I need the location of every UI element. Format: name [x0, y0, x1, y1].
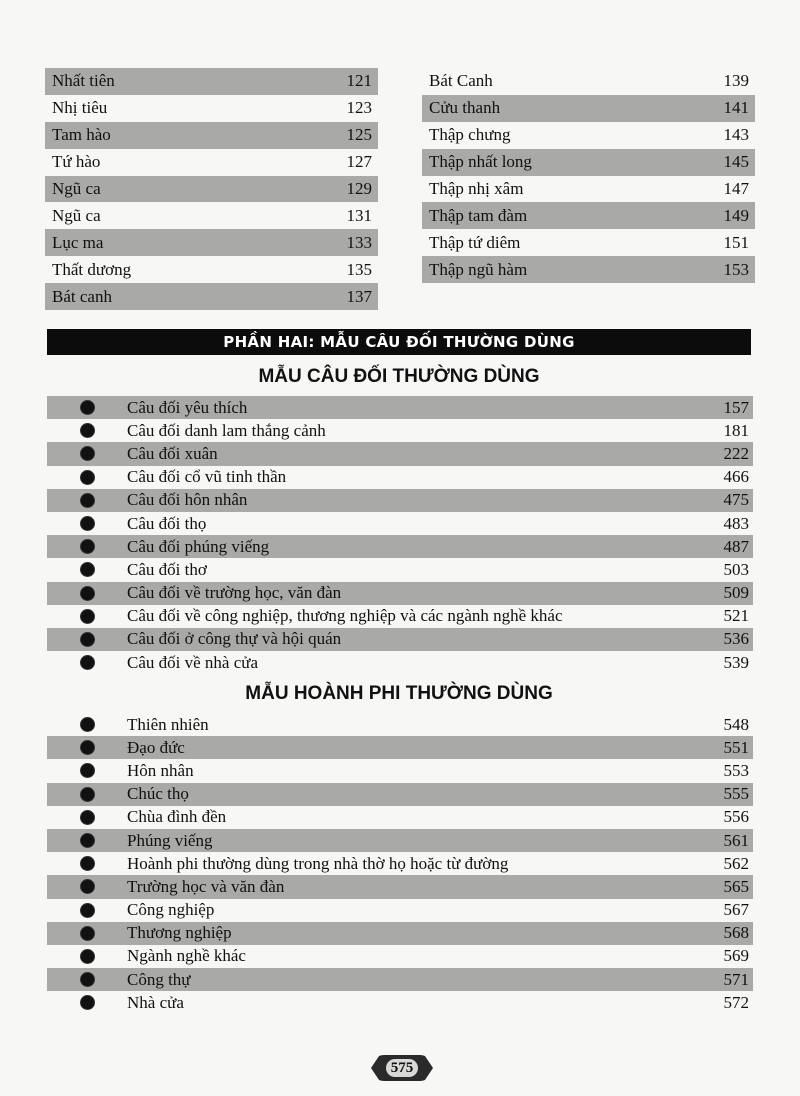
bullet-wrap	[47, 540, 127, 553]
list-item	[47, 875, 753, 898]
list-item	[47, 628, 753, 651]
list-item-page: 539	[723, 652, 749, 672]
bullet-wrap	[47, 401, 127, 414]
list-item-title: Câu đối về nhà cửa	[127, 652, 259, 672]
list-item-title: Thiên nhiên	[127, 714, 209, 734]
list-item-title: Câu đối hôn nhân	[127, 490, 248, 510]
toc-entry-page: 127	[346, 152, 372, 172]
bullet-wrap	[47, 764, 127, 777]
list-item-title: Thương nghiệp	[127, 923, 232, 943]
toc-entry-page: 143	[723, 125, 749, 145]
toc-entry-page: 153	[723, 259, 749, 279]
list-item-page: 548	[723, 714, 749, 734]
toc-entry	[422, 229, 755, 256]
toc-entry-page: 131	[346, 205, 372, 225]
list-item	[47, 783, 753, 806]
flower-bullet-icon	[81, 540, 94, 553]
list-item-page: 487	[723, 536, 749, 556]
flower-bullet-icon	[81, 857, 94, 870]
toc-entry-title: Nhất tiên	[52, 71, 115, 91]
bullet-wrap	[47, 633, 127, 646]
flower-bullet-icon	[81, 447, 94, 460]
toc-entry-title: Ngũ ca	[52, 205, 101, 225]
toc-entry-title: Thập nhất long	[429, 152, 532, 172]
toc-entry-page: 123	[346, 98, 372, 118]
list-item-page: 503	[723, 559, 749, 579]
flower-bullet-icon	[81, 587, 94, 600]
list-item-title: Ngành nghề khác	[127, 946, 246, 966]
toc-entry-page: 141	[723, 98, 749, 118]
list-item-title: Câu đối về công nghiệp, thương nghiệp và các ngành nghề khác	[127, 606, 563, 626]
bullet-wrap	[47, 996, 127, 1009]
flower-bullet-icon	[81, 517, 94, 530]
list-item-page: 222	[723, 443, 749, 463]
list-item	[47, 899, 753, 922]
list-item	[47, 512, 753, 535]
list-item-page: 181	[723, 420, 749, 440]
list-item-title: Công nghiệp	[127, 900, 215, 920]
list-item-title: Câu đối phúng viếng	[127, 536, 270, 556]
flower-bullet-icon	[81, 973, 94, 986]
flower-bullet-icon	[81, 471, 94, 484]
toc-entry-page: 129	[346, 179, 372, 198]
toc-entry	[45, 149, 378, 176]
bullet-wrap	[47, 587, 127, 600]
toc-entry	[45, 229, 378, 256]
flower-bullet-icon	[81, 996, 94, 1009]
flower-bullet-icon	[81, 563, 94, 576]
list-item-title: Câu đối về trường học, văn đàn	[127, 583, 342, 603]
flower-bullet-icon	[81, 741, 94, 754]
toc-entry-page: 151	[723, 232, 749, 252]
flower-bullet-icon	[81, 950, 94, 963]
flower-bullet-icon	[81, 834, 94, 847]
list-item-title: Câu đối thơ	[127, 559, 207, 579]
list-item-title: Công thự	[127, 969, 191, 989]
bullet-wrap	[47, 610, 127, 623]
toc-entry-title: Nhị tiêu	[52, 98, 108, 118]
list-item-page: 565	[723, 876, 749, 896]
flower-bullet-icon	[81, 811, 94, 824]
bullet-wrap	[47, 424, 127, 437]
list-item	[47, 806, 753, 829]
toc-entry-page: 137	[346, 286, 372, 306]
list-item	[47, 582, 753, 605]
list-item	[47, 442, 753, 465]
flower-bullet-icon	[81, 718, 94, 731]
bullet-wrap	[47, 834, 127, 847]
bullet-wrap	[47, 973, 127, 986]
list-item	[47, 489, 753, 512]
toc-entry	[422, 256, 755, 283]
list-item-page: 536	[723, 629, 749, 649]
list-item-page: 567	[723, 900, 749, 920]
toc-entry-title: Thập chưng	[429, 125, 511, 145]
list-item	[47, 852, 753, 875]
toc-entry-title: Bát Canh	[429, 71, 493, 91]
toc-entry-page: 145	[723, 152, 749, 172]
flower-bullet-icon	[81, 494, 94, 507]
list-item	[47, 558, 753, 581]
bullet-wrap	[47, 718, 127, 731]
bullet-wrap	[47, 656, 127, 669]
list-item-title: Chùa đình đền	[127, 807, 227, 827]
toc-entry	[45, 202, 378, 229]
toc-left-column	[45, 68, 378, 310]
toc-entry-page: 125	[346, 125, 372, 145]
toc-entry-page: 121	[346, 71, 372, 91]
flower-bullet-icon	[81, 880, 94, 893]
toc-entry-title: Ngũ ca	[52, 179, 101, 198]
section1-heading: MẪU CÂU ĐỐI THƯỜNG DÙNG	[258, 366, 540, 387]
toc-top-columns	[45, 68, 755, 310]
bullet-wrap	[47, 447, 127, 460]
bullet-wrap	[47, 927, 127, 940]
toc-entry-title: Bát canh	[52, 286, 112, 306]
list-item	[47, 419, 753, 442]
toc-entry	[45, 256, 378, 283]
section2-list	[47, 713, 753, 1014]
section1-list	[47, 396, 753, 674]
list-item-title: Câu đối yêu thích	[127, 397, 248, 417]
list-item	[47, 736, 753, 759]
page-number-badge	[371, 1055, 433, 1081]
flower-bullet-icon	[81, 656, 94, 669]
list-item-page: 555	[723, 784, 749, 804]
toc-entry-page: 149	[723, 205, 749, 225]
toc-entry-title: Thập tứ diêm	[429, 232, 521, 252]
flower-bullet-icon	[81, 424, 94, 437]
toc-entry-page: 147	[723, 179, 749, 198]
list-item-page: 556	[723, 807, 749, 827]
toc-entry	[422, 202, 755, 229]
list-item-page: 521	[723, 606, 749, 626]
toc-entry-title: Lục ma	[52, 232, 104, 252]
list-item	[47, 713, 753, 736]
list-item	[47, 945, 753, 968]
toc-entry	[422, 176, 755, 203]
list-item-title: Hôn nhân	[127, 760, 194, 780]
list-item-title: Câu đối ở công thự và hội quán	[127, 629, 342, 649]
bullet-wrap	[47, 788, 127, 801]
bullet-wrap	[47, 741, 127, 754]
list-item-page: 475	[723, 490, 749, 510]
bullet-wrap	[47, 904, 127, 917]
toc-entry-page: 139	[723, 71, 749, 91]
list-item	[47, 968, 753, 991]
bullet-wrap	[47, 494, 127, 507]
toc-entry-title: Cửu thanh	[429, 98, 501, 118]
flower-bullet-icon	[81, 904, 94, 917]
list-item-page: 561	[723, 830, 749, 850]
bullet-wrap	[47, 811, 127, 824]
toc-entry	[45, 283, 378, 310]
flower-bullet-icon	[81, 764, 94, 777]
list-item-page: 571	[723, 969, 749, 989]
list-item	[47, 991, 753, 1014]
page-number: 575	[386, 1059, 419, 1077]
flower-bullet-icon	[81, 401, 94, 414]
list-item-title: Câu đối danh lam thắng cảnh	[127, 420, 326, 440]
list-item-title: Phúng viếng	[127, 830, 213, 850]
toc-right-column	[422, 68, 755, 310]
bullet-wrap	[47, 950, 127, 963]
toc-entry-page: 133	[346, 232, 372, 252]
list-item-page: 572	[723, 992, 749, 1012]
list-item-page: 569	[723, 946, 749, 966]
list-item-page: 483	[723, 513, 749, 533]
list-item	[47, 605, 753, 628]
section2-heading: MẪU HOÀNH PHI THƯỜNG DÙNG	[245, 683, 553, 704]
list-item-title: Hoành phi thường dùng trong nhà thờ họ hoặc từ đường	[127, 853, 509, 873]
toc-entry	[422, 149, 755, 176]
bullet-wrap	[47, 880, 127, 893]
list-item-title: Câu đối thọ	[127, 513, 207, 533]
list-item-page: 553	[723, 760, 749, 780]
list-item	[47, 651, 753, 674]
toc-entry	[422, 95, 755, 122]
toc-entry	[422, 68, 755, 95]
toc-entry-title: Thất dương	[52, 259, 132, 279]
flower-bullet-icon	[81, 633, 94, 646]
toc-entry	[422, 122, 755, 149]
list-item-page: 562	[723, 853, 749, 873]
list-item-page: 551	[723, 737, 749, 757]
flower-bullet-icon	[81, 927, 94, 940]
list-item	[47, 396, 753, 419]
toc-entry-title: Thập tam đàm	[429, 205, 528, 225]
toc-entry	[45, 95, 378, 122]
list-item	[47, 535, 753, 558]
list-item-title: Chúc thọ	[127, 784, 189, 804]
bullet-wrap	[47, 563, 127, 576]
list-item-title: Câu đối xuân	[127, 443, 218, 463]
bullet-wrap	[47, 517, 127, 530]
list-item-title: Đạo đức	[127, 737, 185, 757]
list-item	[47, 829, 753, 852]
list-item	[47, 466, 753, 489]
toc-entry-title: Thập nhị xâm	[429, 179, 524, 198]
part-banner: PHẦN HAI: MẪU CÂU ĐỐI THƯỜNG DÙNG	[47, 329, 751, 355]
list-item	[47, 759, 753, 782]
flower-bullet-icon	[81, 788, 94, 801]
list-item-title: Nhà cửa	[127, 992, 184, 1012]
toc-entry-page: 135	[346, 259, 372, 279]
flower-bullet-icon	[81, 610, 94, 623]
list-item	[47, 922, 753, 945]
bullet-wrap	[47, 471, 127, 484]
toc-entry-title: Thập ngũ hàm	[429, 259, 528, 279]
list-item-page: 509	[723, 583, 749, 603]
list-item-page: 568	[723, 923, 749, 943]
toc-entry-title: Tam hào	[52, 125, 111, 145]
bullet-wrap	[47, 857, 127, 870]
toc-entry-title: Tứ hào	[52, 152, 101, 172]
toc-entry	[45, 176, 378, 203]
toc-entry	[45, 122, 378, 149]
list-item-title: Trường học và văn đàn	[127, 876, 285, 896]
list-item-page: 157	[723, 397, 749, 417]
toc-entry	[45, 68, 378, 95]
list-item-page: 466	[723, 467, 749, 487]
list-item-title: Câu đối cổ vũ tinh thần	[127, 467, 287, 487]
